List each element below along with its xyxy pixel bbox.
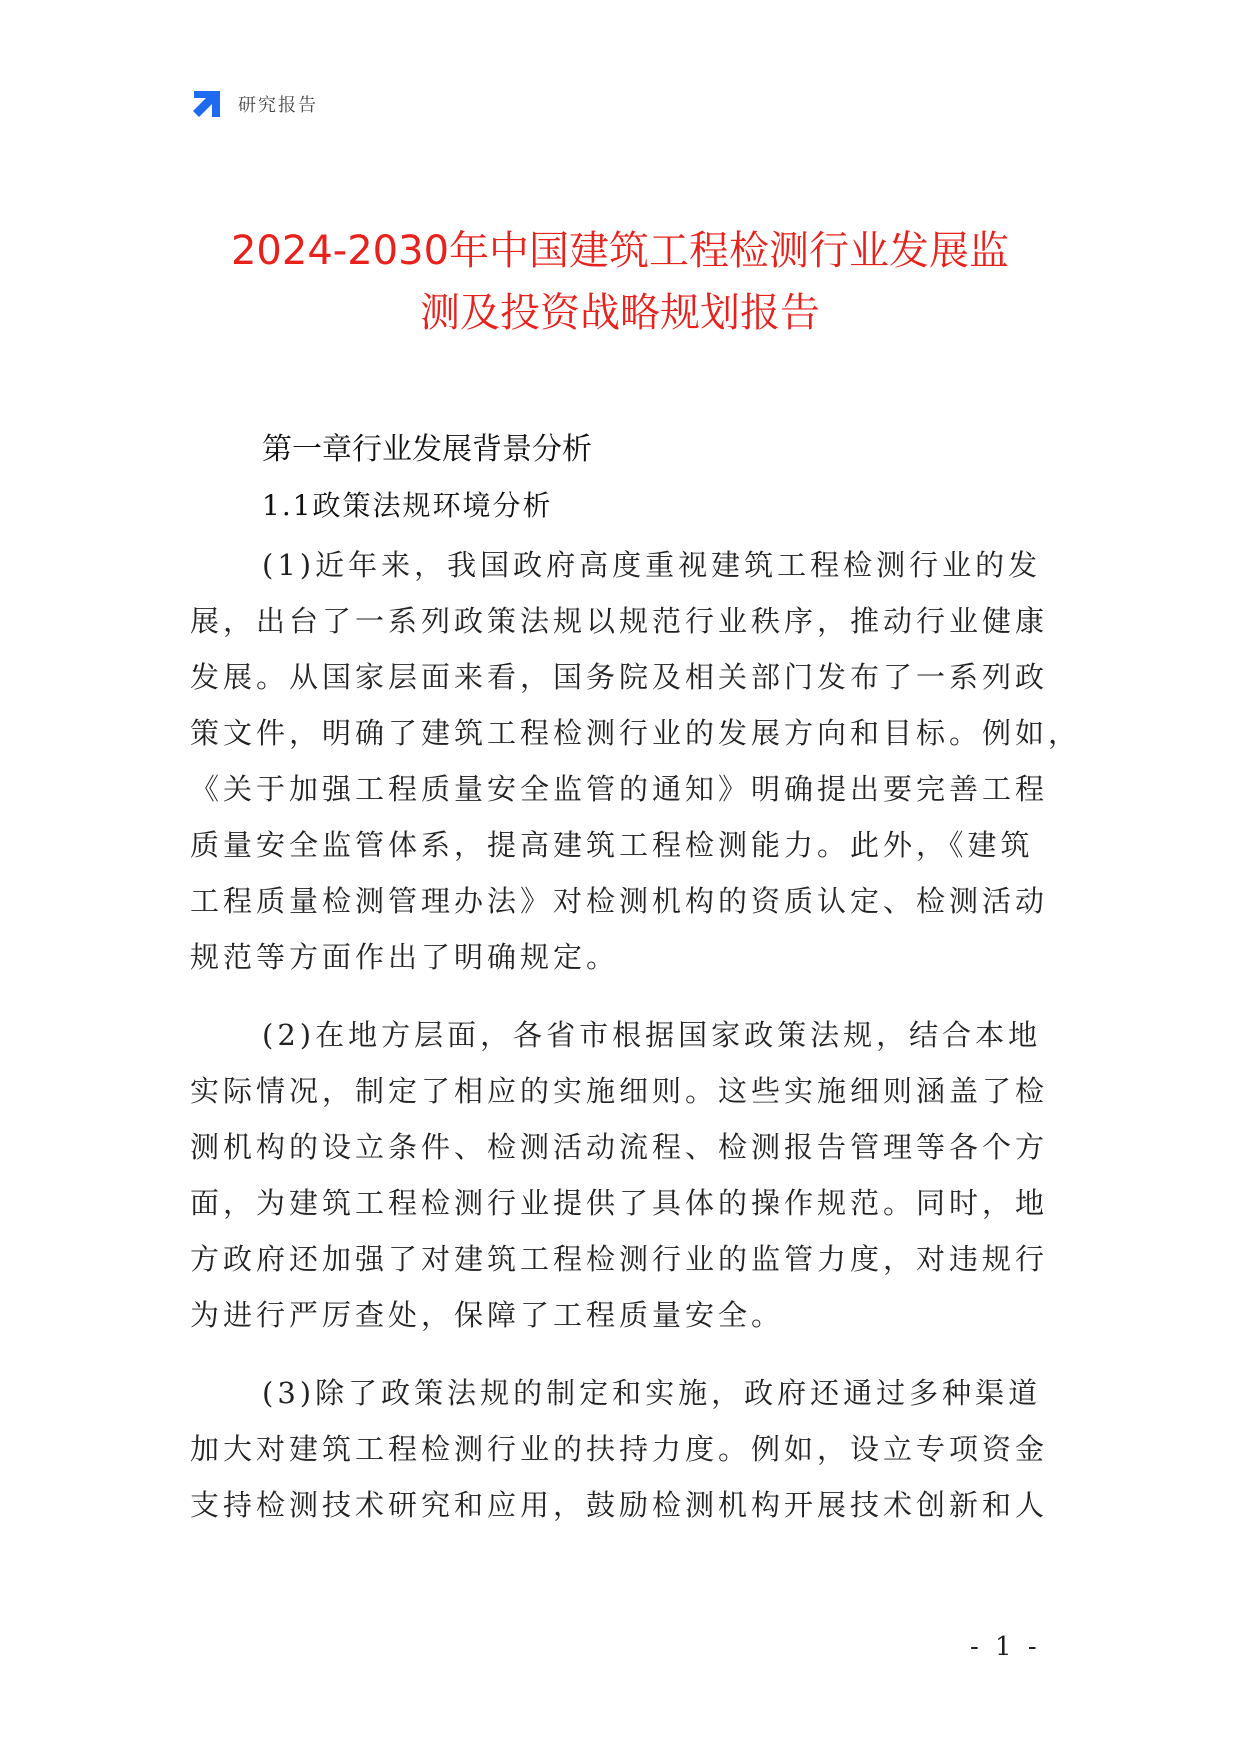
report-header [190,84,318,124]
page-number: - 1 - [970,1632,1041,1662]
paragraph-1-line-6: 质量安全监管体系，提高建筑工程检测能力。此外，《建筑 [190,828,1034,862]
paragraph-3-line-1: (3)除了政策法规的制定和实施，政府还通过多种渠道 [262,1376,1042,1410]
paragraph-2-line-6: 为进行严厉查处，保障了工程质量安全。 [190,1298,785,1332]
paragraph-1-line-5: 《关于加强工程质量安全监管的通知》明确提出要完善工程 [190,772,1049,806]
arrow-up-right-logo-icon [190,87,224,121]
paragraph-2-line-4: 面，为建筑工程检测行业提供了具体的操作规范。同时，地 [190,1186,1049,1220]
paragraph-2-line-3: 测机构的设立条件、检测活动流程、检测报告管理等各个方 [190,1130,1049,1164]
header-label: 研究报告 [238,95,318,116]
paragraph-3-line-3: 支持检测技术研究和应用，鼓励检测机构开展技术创新和人 [190,1488,1049,1522]
paragraph-1-line-2: 展，出台了一系列政策法规以规范行业秩序，推动行业健康 [190,604,1049,638]
report-title [190,220,1050,344]
paragraph-2-line-1: (2)在地方层面，各省市根据国家政策法规，结合本地 [262,1018,1042,1052]
paragraph-1-line-8: 规范等方面作出了明确规定。 [190,940,620,974]
paragraph-2-line-5: 方政府还加强了对建筑工程检测行业的监管力度，对违规行 [190,1242,1049,1276]
chapter-heading: 第一章行业发展背景分析 [262,432,592,467]
paragraph-1-line-3: 发展。从国家层面来看，国务院及相关部门发布了一系列政 [190,660,1049,694]
paragraph-1-line-4: 策文件，明确了建筑工程检测行业的发展方向和目标。例如， [190,716,1082,750]
paragraph-2-line-2: 实际情况，制定了相应的实施细则。这些实施细则涵盖了检 [190,1074,1049,1108]
section-heading: 1.1政策法规环境分析 [262,489,553,522]
title-line-1: 2024-2030年中国建筑工程检测行业发展监 [230,228,1010,274]
paragraph-3-line-2: 加大对建筑工程检测行业的扶持力度。例如，设立专项资金 [190,1432,1049,1466]
paragraph-1-line-1: (1)近年来，我国政府高度重视建筑工程检测行业的发 [262,548,1042,582]
paragraph-1-line-7: 工程质量检测管理办法》对检测机构的资质认定、检测活动 [190,884,1049,918]
title-line-2: 测及投资战略规划报告 [420,290,820,336]
